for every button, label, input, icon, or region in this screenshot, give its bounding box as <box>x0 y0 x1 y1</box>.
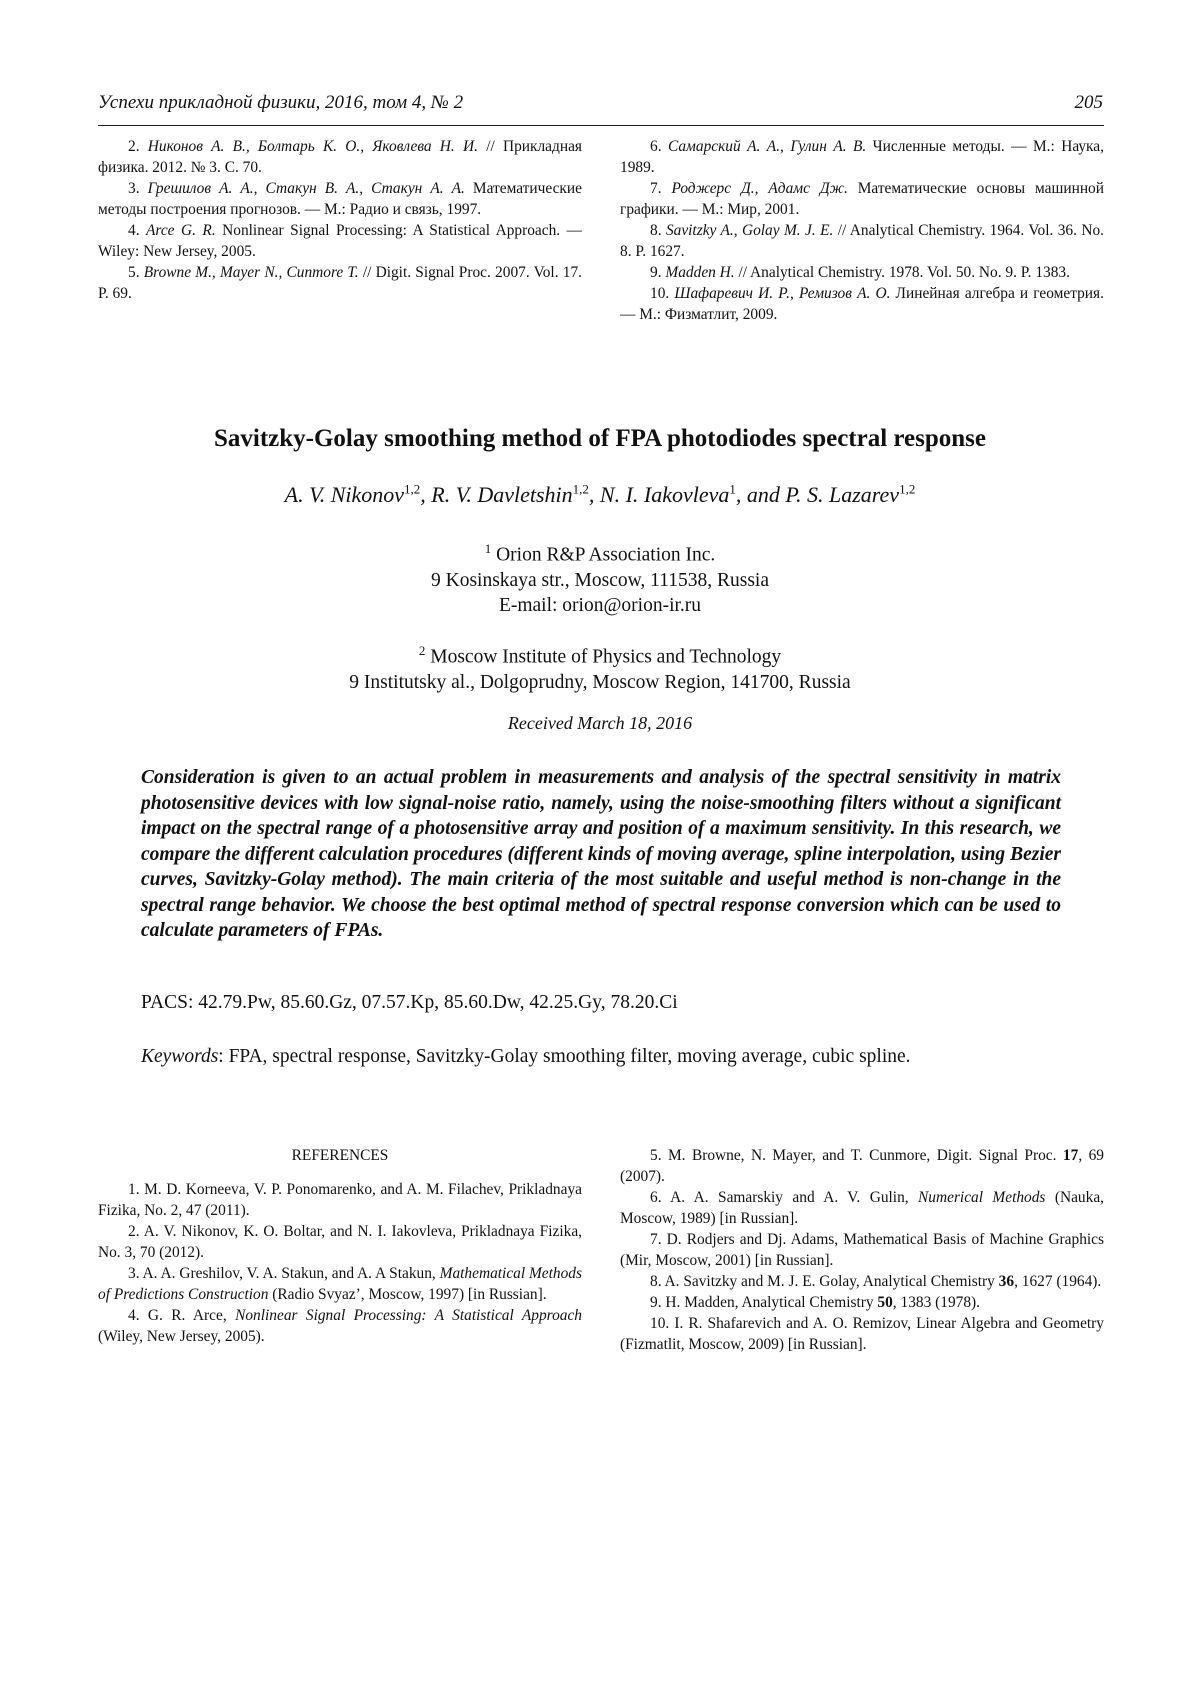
author: R. V. Davletshin$^{1,2}$, <box>431 482 600 508</box>
header-rule <box>98 125 1104 126</box>
article-title: Savitzky-Golay smoothing method of FPA photodiodes spectral response <box>213 425 987 452</box>
reference-item: 10. Шафаревич И. Р., Ремизов А. О. Линейная алгебра и геометрия. — М.: Физматлит, 2009. <box>620 285 1104 323</box>
reference-item: 7. D. Rodjers and Dj. Adams, Mathematical Basis of Machine Graphics (Mir, Moscow, 2001) [in Russian]. <box>620 1231 1104 1269</box>
reference-item: 5. Browne M., Mayer N., Cunmore T. // Digit. Signal Proc. 2007. Vol. 17. P. 69. <box>98 264 582 302</box>
author-list <box>0 482 1200 508</box>
reference-item: 2. Никонов А. В., Болтарь К. О., Яковлева Н. И. // Прикладная физика. 2012. № 3. С. 70. <box>98 138 582 176</box>
pacs-codes: PACS: 42.79.Pw, 85.60.Gz, 07.57.Kp, 85.60.Dw, 42.25.Gy, 78.20.Ci <box>141 992 678 1013</box>
received-date: Received March 18, 2016 <box>507 713 693 733</box>
ru-references-right <box>620 136 1104 325</box>
reference-item: 9. H. Madden, Analytical Chemistry 50, 1383 (1978). <box>650 1294 981 1311</box>
journal-header: Успехи прикладной физики, 2016, том 4, № 2 <box>98 92 464 113</box>
keywords <box>141 1046 911 1068</box>
affiliation-2-name: Moscow Institute of Physics and Technology <box>430 646 782 668</box>
keywords-text: : FPA, spectral response, Savitzky-Golay smoothing filter, moving average, cubic spline. <box>218 1046 911 1067</box>
reference-item: 8. Savitzky A., Golay M. J. E. // Analytical Chemistry. 1964. Vol. 36. No. 8. P. 1627. <box>620 222 1104 260</box>
en-references-left <box>98 1145 582 1347</box>
reference-item: 2. A. V. Nikonov, K. O. Boltar, and N. I. Iakovleva, Prikladnaya Fizika, No. 3, 70 (2012). <box>98 1223 582 1261</box>
reference-item: 4. Arce G. R. Nonlinear Signal Processing: A Statistical Approach. — Wiley: New Jersey, 2005. <box>98 222 582 260</box>
reference-item: 10. I. R. Shafarevich and A. O. Remizov, Linear Algebra and Geometry (Fizmatlit, Moscow, 2009) [in Russian]. <box>620 1315 1104 1353</box>
reference-item: 6. Самарский А. А., Гулин А. В. Численные методы. — М.: Наука, 1989. <box>620 138 1104 176</box>
reference-item: 6. A. A. Samarskiy and A. V. Gulin, Numerical Methods (Nauka, Moscow, 1989) [in Russian]. <box>620 1189 1104 1227</box>
affiliation-1-name: Orion R&P Association Inc. <box>496 544 716 566</box>
reference-item: 1. M. D. Korneeva, V. P. Ponomarenko, and A. M. Filachev, Prikladnaya Fizika, No. 2, 47 (2011). <box>98 1181 582 1219</box>
reference-item: 7. Роджерс Д., Адамс Дж. Математические основы машинной графики. — М.: Мир, 2001. <box>620 180 1104 218</box>
ru-references-left <box>98 136 582 304</box>
affiliation-2-address: 9 Institutsky al., Dolgoprudny, Moscow Region, 141700, Russia <box>349 671 851 693</box>
references-heading: REFERENCES <box>291 1147 389 1164</box>
keywords-label: Keywords <box>141 1046 219 1067</box>
affiliation-1-email: E-mail: orion@orion-ir.ru <box>498 594 702 616</box>
page-number: 205 <box>1074 92 1103 113</box>
affiliation-1: $^1$ Orion R&P Association Inc. 9 Kosinskaya str., Moscow, 111538, Russia E-mail: orion@orion-ir.ru <box>0 536 1200 618</box>
reference-item: 8. A. Savitzky and M. J. E. Golay, Analytical Chemistry 36, 1627 (1964). <box>650 1273 1102 1290</box>
author: N. I. Iakovleva$^1$, and <box>599 482 786 508</box>
reference-item: 3. Грешилов А. А., Стакун В. А., Стакун А. А. Математические методы построения прогнозов. — М.: Радио и связь, 1997. <box>98 180 582 218</box>
affiliation-1-address: 9 Kosinskaya str., Moscow, 111538, Russia <box>431 569 769 591</box>
en-references-right <box>620 1145 1104 1355</box>
abstract: Consideration is given to an actual problem in measurements and analysis of the spectral sensitivity in matrix photosensitive devices with low signal-noise ratio, namely, using the noise-smoothing filters without a significant impact on the spectral range of a photosensitive array and position of a maximum sensitivity. In this research, we compare the different calculation procedures (different kinds of moving average, spline interpolation, using Bezier curves, Savitzky-Golay method). The main criteria of the most suitable and useful method is non-change in the spectral range behavior. We choose the best optimal method of spectral response conversion which can be used to calculate parameters of FPAs. <box>141 767 1061 941</box>
reference-item: 3. A. A. Greshilov, V. A. Stakun, and A. A Stakun, Mathematical Methods of Predictions Construction (Radio Svyaz’, Moscow, 1997) [in Russian]. <box>98 1265 582 1303</box>
reference-item: 4. G. R. Arce, Nonlinear Signal Processing: A Statistical Approach (Wiley, New Jersey, 2005). <box>98 1307 582 1345</box>
author: A. V. Nikonov$^{1,2}$, <box>284 482 432 508</box>
author: P. S. Lazarev$^{1,2}$ <box>785 482 916 508</box>
reference-item: 5. M. Browne, N. Mayer, and T. Cunmore, Digit. Signal Proc. 17, 69 (2007). <box>620 1147 1104 1185</box>
affiliation-2: $^2$ Moscow Institute of Physics and Technology 9 Institutsky al., Dolgoprudny, Moscow Region, 141700, Russia <box>0 638 1200 695</box>
reference-item: 9. Madden H. // Analytical Chemistry. 1978. Vol. 50. No. 9. P. 1383. <box>650 264 1070 281</box>
